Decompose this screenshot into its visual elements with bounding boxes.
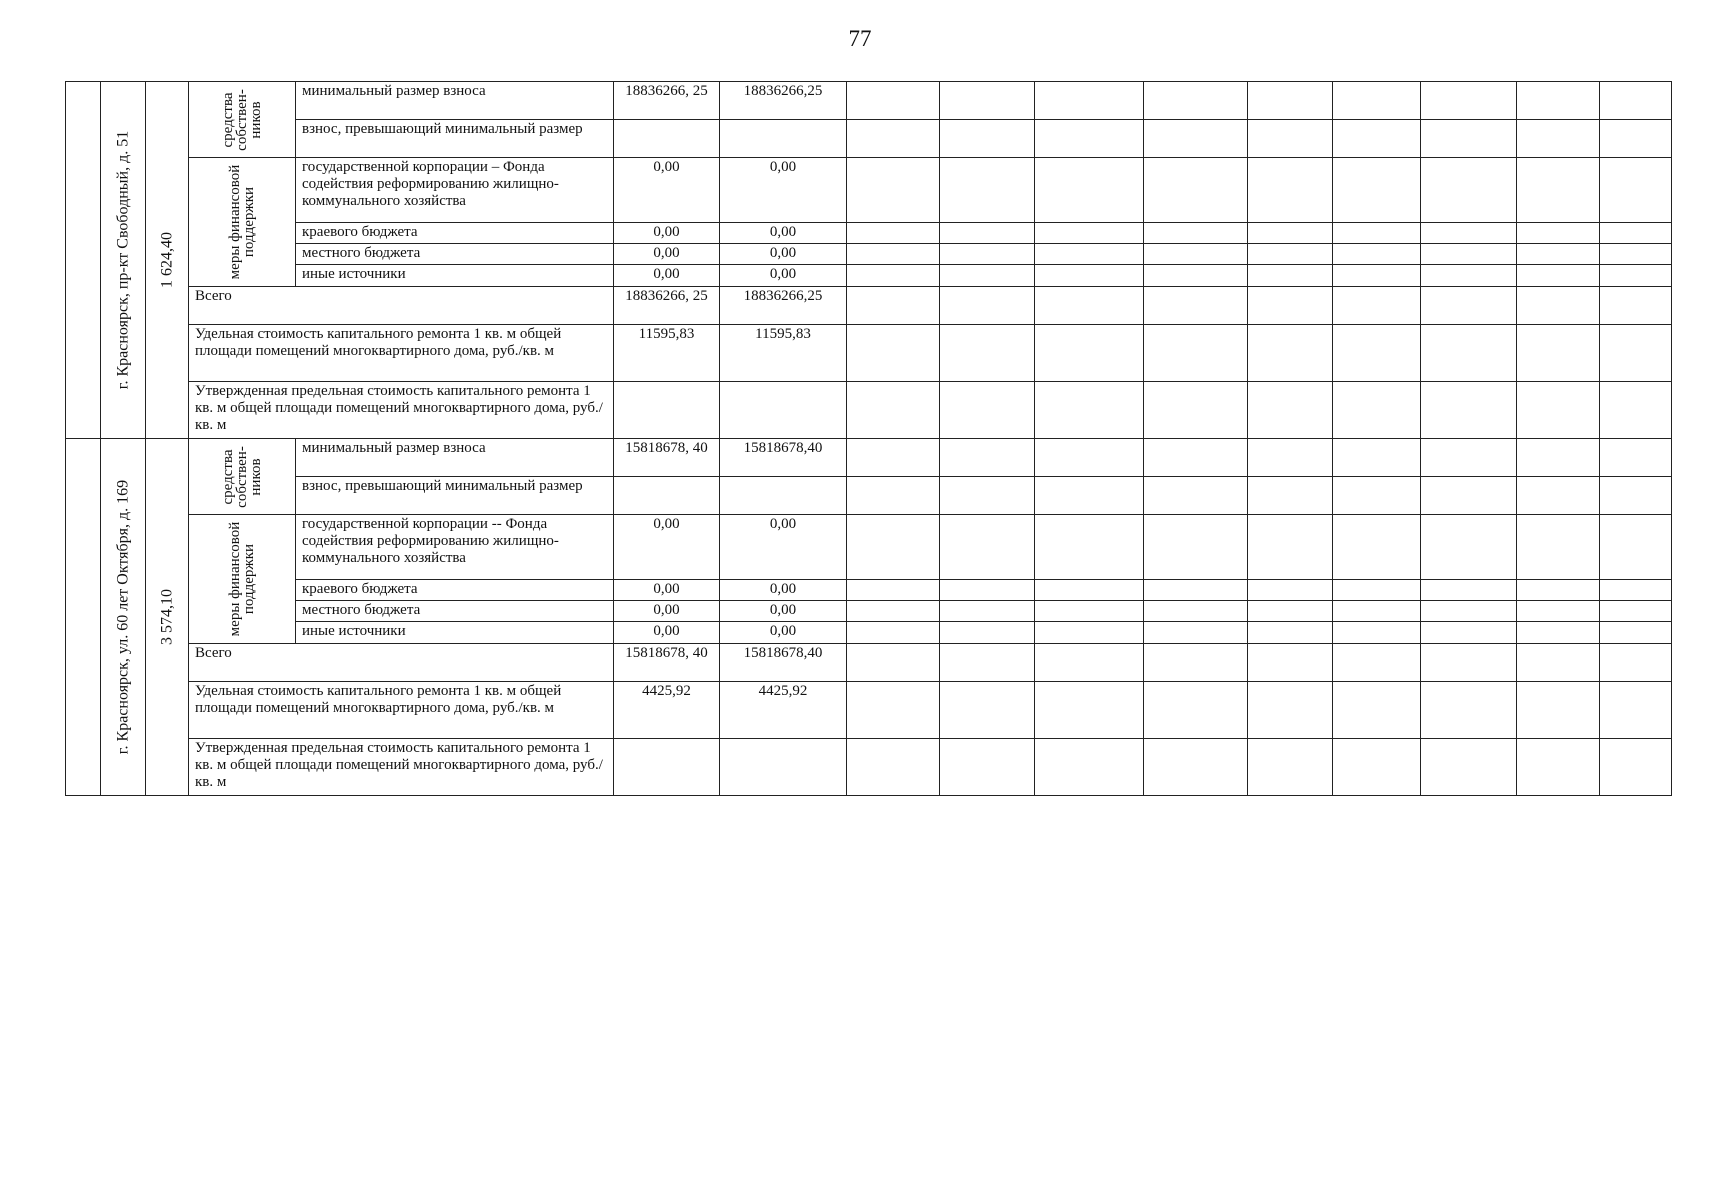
section-2-limit-cost-row — [66, 739, 1672, 796]
row-label: государственной корпорации -- Фонда содействия реформированию жилищно-коммунального хозяйства — [296, 515, 614, 580]
section-1-unit-cost-row — [66, 325, 1672, 382]
value-cell: 0,00 — [720, 265, 847, 287]
value-cell: 0,00 — [614, 515, 720, 580]
value-cell: 18836266,25 — [720, 82, 847, 120]
owner-funds-group-label: средства собствен-ников — [220, 88, 264, 151]
row-label: Удельная стоимость капитального ремонта 1 кв. м общей площади помещений многоквартирного дома, руб./кв. м — [189, 682, 614, 739]
address-label: г. Красноярск, ул. 60 лет Октября, д. 169 — [114, 479, 132, 755]
row-label: Утвержденная предельная стоимость капитального ремонта 1 кв. м общей площади помещений многоквартирного дома, руб./кв. м — [189, 739, 614, 796]
section-1-local-row — [66, 244, 1672, 265]
section-1-regional-row — [66, 223, 1672, 244]
value-cell — [614, 120, 720, 158]
section-1-total-row — [66, 287, 1672, 325]
area-value: 3 574,10 — [158, 589, 176, 645]
value-cell — [720, 382, 847, 439]
value-cell — [614, 739, 720, 796]
row-label: краевого бюджета — [296, 223, 614, 244]
value-cell: 11595,83 — [720, 325, 847, 382]
row-label: Всего — [189, 287, 614, 325]
value-cell — [720, 120, 847, 158]
support-group-label: меры финансовой поддержки — [227, 521, 257, 637]
row-label: местного бюджета — [296, 601, 614, 622]
section-2-unit-cost-row — [66, 682, 1672, 739]
page-number: 77 — [848, 26, 872, 51]
value-cell: 15818678, 40 — [614, 439, 720, 477]
index-cell — [66, 82, 101, 439]
section-1-min-fee-row — [66, 82, 1672, 120]
value-cell: 0,00 — [614, 244, 720, 265]
value-cell: 0,00 — [720, 580, 847, 601]
row-label: государственной корпорации – Фонда содействия реформированию жилищно-коммунального хозяйства — [296, 158, 614, 223]
section-1-other-row — [66, 265, 1672, 287]
value-cell: 0,00 — [614, 158, 720, 223]
value-cell: 18836266, 25 — [614, 287, 720, 325]
owner-funds-group-cell — [189, 439, 296, 515]
section-2-local-row — [66, 601, 1672, 622]
section-1-limit-cost-row — [66, 382, 1672, 439]
capital-repair-budget-table — [65, 81, 1672, 796]
value-cell: 4425,92 — [614, 682, 720, 739]
address-label: г. Красноярск, пр-кт Свободный, д. 51 — [114, 130, 132, 390]
section-2-min-fee-row — [66, 439, 1672, 477]
value-cell: 0,00 — [720, 158, 847, 223]
support-group-cell — [189, 158, 296, 287]
value-cell: 0,00 — [614, 223, 720, 244]
row-label: иные источники — [296, 622, 614, 644]
owner-funds-group-cell — [189, 82, 296, 158]
value-cell: 4425,92 — [720, 682, 847, 739]
section-2-excess-fee-row — [66, 477, 1672, 515]
value-cell: 0,00 — [720, 223, 847, 244]
value-cell: 18836266, 25 — [614, 82, 720, 120]
address-cell — [101, 82, 146, 439]
value-cell: 18836266,25 — [720, 287, 847, 325]
owner-funds-group-label: средства собствен-ников — [220, 445, 264, 508]
value-cell — [614, 382, 720, 439]
address-cell — [101, 439, 146, 796]
section-2-total-row — [66, 644, 1672, 682]
section-1-fund-row — [66, 158, 1672, 223]
value-cell: 0,00 — [720, 515, 847, 580]
value-cell: 15818678, 40 — [614, 644, 720, 682]
value-cell — [720, 739, 847, 796]
row-label: краевого бюджета — [296, 580, 614, 601]
value-cell — [614, 477, 720, 515]
area-cell — [146, 82, 189, 439]
value-cell: 0,00 — [720, 601, 847, 622]
value-cell: 15818678,40 — [720, 644, 847, 682]
area-cell — [146, 439, 189, 796]
index-cell — [66, 439, 101, 796]
section-2-regional-row — [66, 580, 1672, 601]
value-cell: 0,00 — [614, 622, 720, 644]
row-label: Утвержденная предельная стоимость капитального ремонта 1 кв. м общей площади помещений многоквартирного дома, руб./кв. м — [189, 382, 614, 439]
value-cell: 11595,83 — [614, 325, 720, 382]
row-label: минимальный размер взноса — [296, 439, 614, 477]
row-label: взнос, превышающий минимальный размер — [296, 477, 614, 515]
row-label: иные источники — [296, 265, 614, 287]
value-cell — [720, 477, 847, 515]
area-value: 1 624,40 — [158, 232, 176, 288]
support-group-cell — [189, 515, 296, 644]
row-label: Удельная стоимость капитального ремонта 1 кв. м общей площади помещений многоквартирного дома, руб./кв. м — [189, 325, 614, 382]
value-cell: 0,00 — [614, 601, 720, 622]
row-label: взнос, превышающий минимальный размер — [296, 120, 614, 158]
value-cell: 0,00 — [614, 265, 720, 287]
value-cell: 0,00 — [614, 580, 720, 601]
value-cell: 0,00 — [720, 244, 847, 265]
row-label: Всего — [189, 644, 614, 682]
section-2-other-row — [66, 622, 1672, 644]
row-label: местного бюджета — [296, 244, 614, 265]
value-cell: 0,00 — [720, 622, 847, 644]
section-1-excess-fee-row — [66, 120, 1672, 158]
section-2-fund-row — [66, 515, 1672, 580]
value-cell: 15818678,40 — [720, 439, 847, 477]
row-label: минимальный размер взноса — [296, 82, 614, 120]
support-group-label: меры финансовой поддержки — [227, 164, 257, 280]
